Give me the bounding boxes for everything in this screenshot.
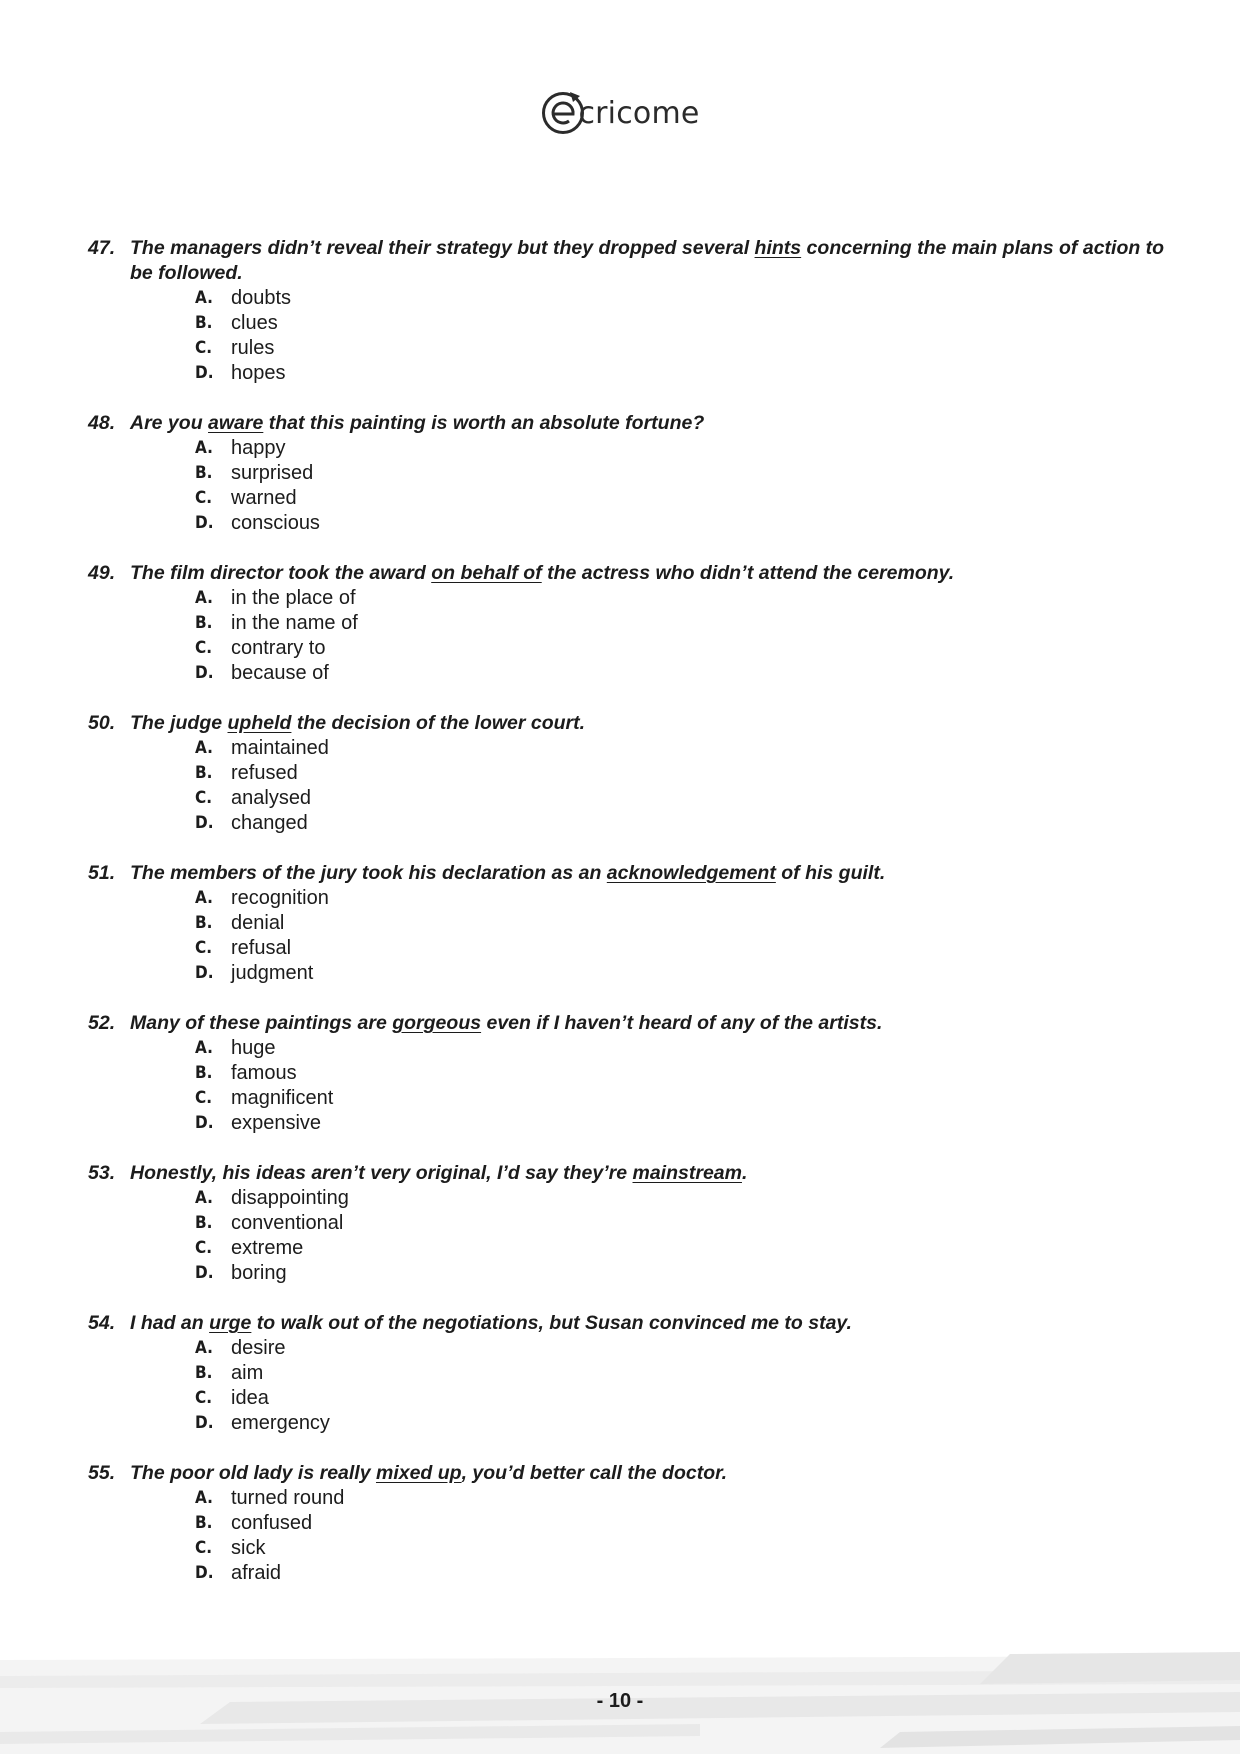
answer-option — [195, 461, 1168, 486]
underlined-term: gorgeous — [392, 1012, 482, 1034]
option-letter: B. — [195, 313, 213, 333]
option-letter: C. — [195, 338, 213, 358]
question-number: 47. — [88, 237, 116, 259]
option-letter: A. — [195, 738, 213, 758]
underlined-term: hints — [754, 237, 802, 259]
question-number: 55. — [88, 1462, 116, 1484]
answer-option — [195, 1561, 1168, 1586]
option-letter: B. — [195, 463, 213, 483]
option-letter: A. — [195, 588, 213, 608]
option-text: denial — [231, 912, 285, 934]
question-number: 54. — [88, 1312, 116, 1334]
answer-option — [195, 1261, 1168, 1286]
header-logo — [0, 88, 1240, 136]
question-list — [88, 236, 1168, 1611]
question-stem — [88, 1011, 1168, 1036]
answer-option — [195, 1111, 1168, 1136]
answer-option — [195, 1361, 1168, 1386]
question-text-after: the actress who didn’t attend the ceremony. — [541, 562, 955, 584]
answer-option — [195, 636, 1168, 661]
question-text-after: , you’d better call the doctor. — [461, 1462, 728, 1484]
question-text-before: The film director took the award — [130, 562, 432, 584]
option-letter: C. — [195, 488, 213, 508]
answer-option — [195, 1511, 1168, 1536]
option-letter: C. — [195, 638, 213, 658]
option-text: in the name of — [231, 612, 358, 634]
answer-option — [195, 886, 1168, 911]
answer-options — [88, 886, 1168, 986]
option-text: happy — [231, 437, 286, 459]
option-text: extreme — [231, 1237, 304, 1259]
question-text-after: . — [741, 1162, 748, 1184]
answer-option — [195, 611, 1168, 636]
question-item — [88, 236, 1168, 386]
question-number: 49. — [88, 562, 116, 584]
option-letter: C. — [195, 1538, 213, 1558]
question-item — [88, 411, 1168, 536]
option-letter: D. — [195, 813, 214, 833]
option-text: recognition — [231, 887, 329, 909]
answer-option — [195, 661, 1168, 686]
question-text-after: to walk out of the negotiations, but Susan convinced me to stay. — [251, 1312, 852, 1334]
question-text-before: I had an — [130, 1312, 210, 1334]
answer-option — [195, 586, 1168, 611]
question-number: 52. — [88, 1012, 116, 1034]
answer-option — [195, 1336, 1168, 1361]
answer-options — [88, 586, 1168, 686]
option-letter: D. — [195, 1263, 214, 1283]
question-stem — [88, 711, 1168, 736]
question-item — [88, 1161, 1168, 1286]
answer-options — [88, 1036, 1168, 1136]
answer-option — [195, 911, 1168, 936]
logo-text: cricome — [578, 95, 700, 131]
question-text-before: The managers didn’t reveal their strategy but they dropped several — [130, 237, 755, 259]
answer-option — [195, 1036, 1168, 1061]
underlined-term: upheld — [227, 712, 292, 734]
answer-option — [195, 736, 1168, 761]
option-text: sick — [231, 1537, 266, 1559]
question-number: 51. — [88, 862, 116, 884]
option-text: clues — [231, 312, 278, 334]
answer-option — [195, 1411, 1168, 1436]
option-letter: B. — [195, 1213, 213, 1233]
answer-option — [195, 361, 1168, 386]
option-text: desire — [231, 1337, 286, 1359]
option-letter: B. — [195, 913, 213, 933]
question-text-after: even if I haven’t heard of any of the artists. — [481, 1012, 883, 1034]
underlined-term: acknowledgement — [606, 862, 776, 884]
question-item — [88, 1461, 1168, 1586]
option-text: aim — [231, 1362, 264, 1384]
question-stem — [88, 1461, 1168, 1486]
answer-option — [195, 436, 1168, 461]
answer-option — [195, 811, 1168, 836]
option-text: huge — [231, 1037, 276, 1059]
answer-options — [88, 1186, 1168, 1286]
question-item — [88, 711, 1168, 836]
answer-option — [195, 786, 1168, 811]
option-text: contrary to — [231, 637, 326, 659]
option-text: in the place of — [231, 587, 356, 609]
answer-option — [195, 961, 1168, 986]
page-number: - 10 - — [596, 1690, 644, 1712]
option-text: changed — [231, 812, 308, 834]
question-item — [88, 1311, 1168, 1436]
option-letter: D. — [195, 363, 214, 383]
option-text: idea — [231, 1387, 269, 1409]
option-text: confused — [231, 1512, 313, 1534]
option-text: emergency — [231, 1412, 330, 1434]
option-text: disappointing — [231, 1187, 349, 1209]
option-letter: A. — [195, 888, 213, 908]
underlined-term: aware — [208, 412, 264, 434]
question-text-before: The judge — [130, 712, 228, 734]
answer-option — [195, 1086, 1168, 1111]
option-letter: D. — [195, 1413, 214, 1433]
answer-option — [195, 761, 1168, 786]
answer-option — [195, 486, 1168, 511]
option-letter: D. — [195, 663, 214, 683]
answer-option — [195, 1536, 1168, 1561]
option-letter: B. — [195, 763, 213, 783]
option-letter: A. — [195, 1488, 213, 1508]
answer-options — [88, 286, 1168, 386]
question-stem — [88, 861, 1168, 886]
option-letter: C. — [195, 1238, 213, 1258]
option-text: expensive — [231, 1112, 322, 1134]
option-text: rules — [231, 337, 275, 359]
option-letter: B. — [195, 1063, 213, 1083]
answer-option — [195, 1211, 1168, 1236]
answer-option — [195, 511, 1168, 536]
option-letter: B. — [195, 613, 213, 633]
option-letter: D. — [195, 513, 214, 533]
option-letter: B. — [195, 1513, 213, 1533]
option-text: refused — [231, 762, 298, 784]
option-letter: D. — [195, 1113, 214, 1133]
question-text-after: that this painting is worth an absolute fortune? — [263, 412, 705, 434]
option-text: magnificent — [231, 1087, 334, 1109]
option-letter: C. — [195, 788, 213, 808]
option-letter: D. — [195, 1563, 214, 1583]
option-text: conventional — [231, 1212, 344, 1234]
option-text: turned round — [231, 1487, 345, 1509]
option-letter: A. — [195, 1338, 213, 1358]
answer-option — [195, 286, 1168, 311]
answer-option — [195, 1186, 1168, 1211]
question-number: 53. — [88, 1162, 116, 1184]
option-text: conscious — [231, 512, 320, 534]
option-letter: B. — [195, 1363, 213, 1383]
question-text-before: Honestly, his ideas aren’t very original, I’d say they’re — [130, 1162, 633, 1184]
option-text: analysed — [231, 787, 312, 809]
question-text-before: Are you — [130, 412, 209, 434]
answer-options — [88, 1336, 1168, 1436]
option-text: refusal — [231, 937, 292, 959]
question-text-before: The members of the jury took his declaration as an — [130, 862, 607, 884]
question-number: 50. — [88, 712, 116, 734]
option-text: doubts — [231, 287, 292, 309]
answer-option — [195, 1486, 1168, 1511]
question-text-after: concerning the main plans of action to be followed. — [130, 237, 1165, 284]
underlined-term: on behalf of — [431, 562, 542, 584]
option-text: warned — [231, 487, 297, 509]
option-letter: A. — [195, 438, 213, 458]
option-letter: A. — [195, 288, 213, 308]
option-text: because of — [231, 662, 329, 684]
answer-option — [195, 1236, 1168, 1261]
question-stem — [88, 411, 1168, 436]
option-text: famous — [231, 1062, 297, 1084]
question-stem — [88, 1161, 1168, 1186]
question-item — [88, 561, 1168, 686]
answer-options — [88, 436, 1168, 536]
question-stem — [88, 561, 1168, 586]
option-letter: A. — [195, 1188, 213, 1208]
option-text: maintained — [231, 737, 329, 759]
answer-option — [195, 1386, 1168, 1411]
question-text-before: Many of these paintings are — [130, 1012, 393, 1034]
question-item — [88, 861, 1168, 986]
underlined-term: mixed up — [375, 1462, 462, 1484]
answer-options — [88, 1486, 1168, 1586]
answer-option — [195, 311, 1168, 336]
option-letter: A. — [195, 1038, 213, 1058]
option-text: surprised — [231, 462, 314, 484]
option-text: hopes — [231, 362, 286, 384]
question-text-after: of his guilt. — [775, 862, 886, 884]
option-text: afraid — [231, 1562, 282, 1584]
answer-option — [195, 936, 1168, 961]
option-text: judgment — [231, 962, 314, 984]
question-stem — [88, 236, 1168, 286]
question-text-before: The poor old lady is really — [130, 1462, 376, 1484]
question-stem — [88, 1311, 1168, 1336]
option-letter: C. — [195, 1388, 213, 1408]
option-letter: C. — [195, 1088, 213, 1108]
answer-option — [195, 336, 1168, 361]
option-letter: D. — [195, 963, 214, 983]
option-letter: C. — [195, 938, 213, 958]
underlined-term: mainstream — [632, 1162, 742, 1184]
question-item — [88, 1011, 1168, 1136]
option-text: boring — [231, 1262, 287, 1284]
question-number: 48. — [88, 412, 116, 434]
answer-option — [195, 1061, 1168, 1086]
question-text-after: the decision of the lower court. — [291, 712, 586, 734]
answer-options — [88, 736, 1168, 836]
underlined-term: urge — [209, 1312, 252, 1334]
